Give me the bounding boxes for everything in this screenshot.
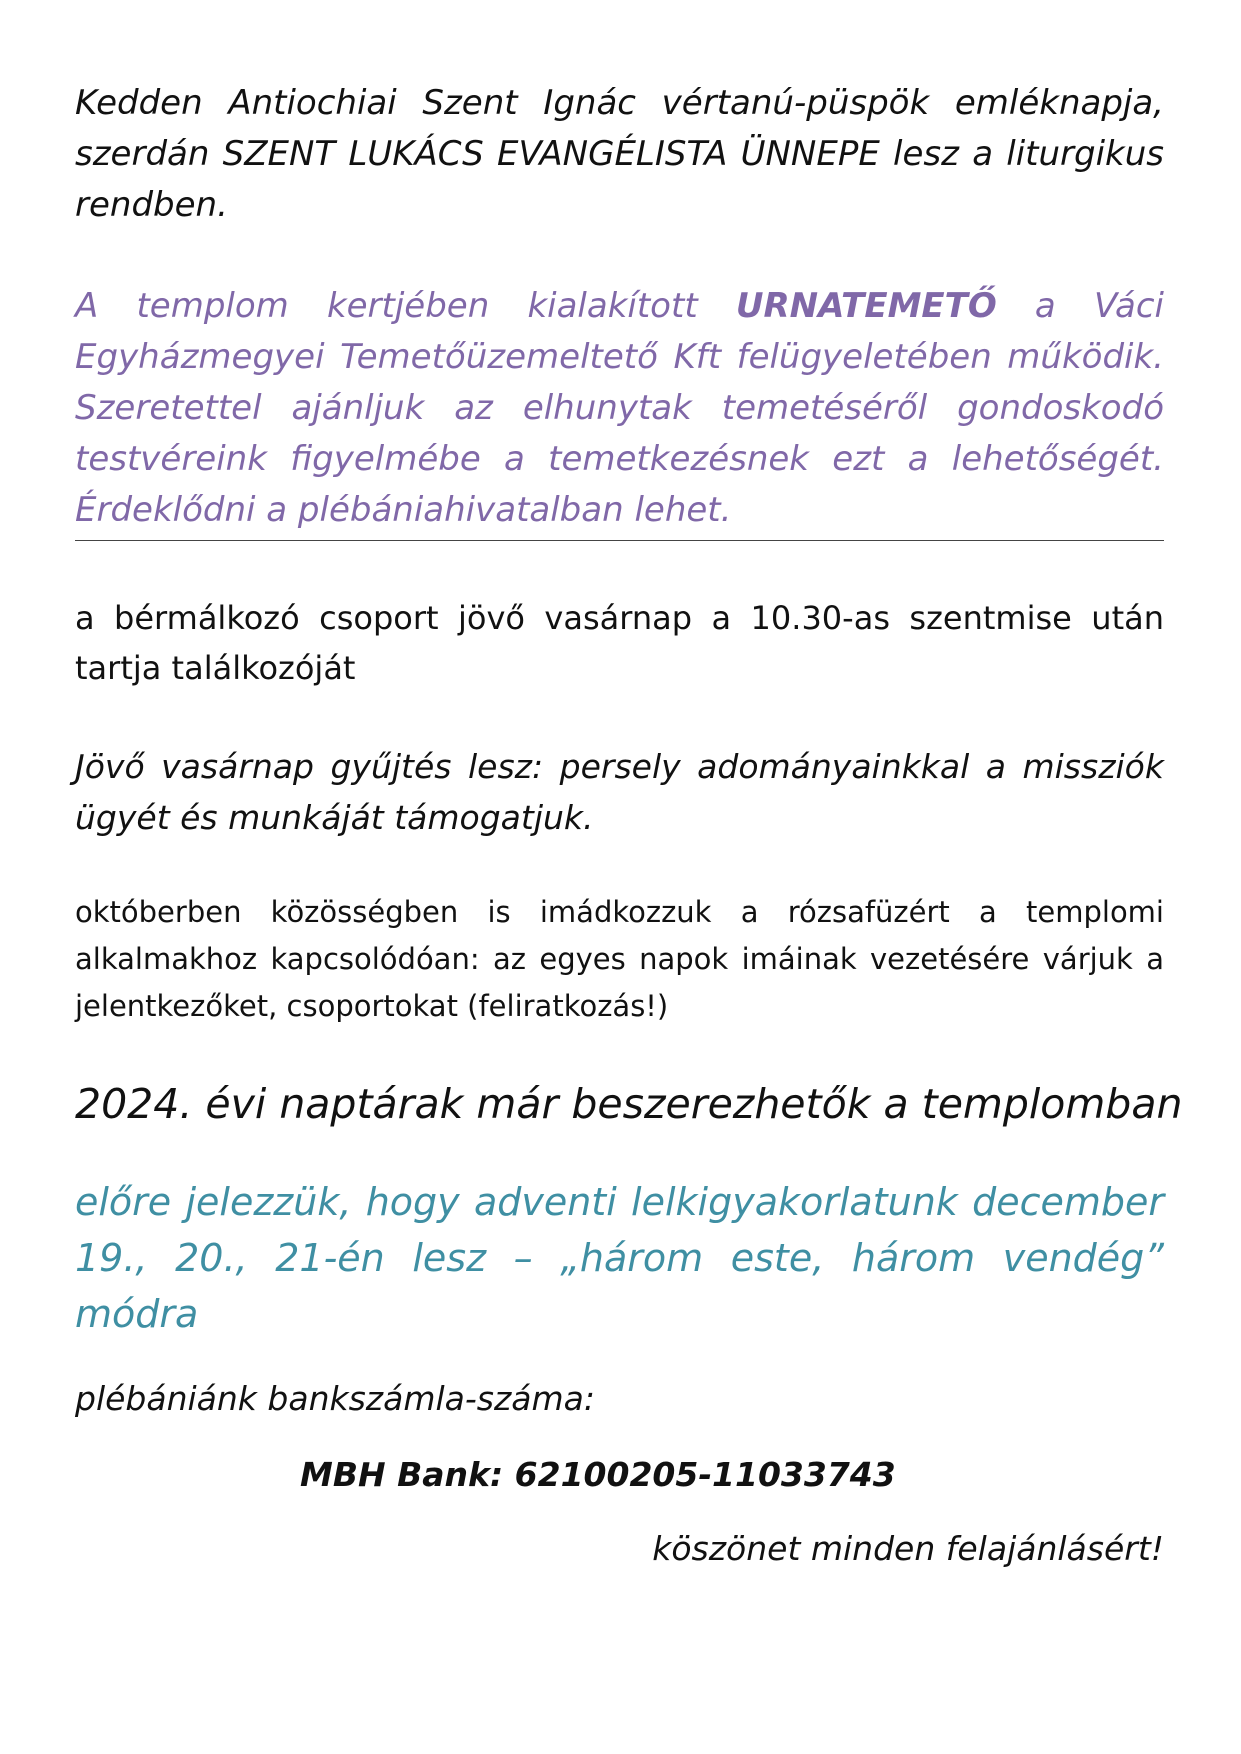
- feast-days-notice: Kedden Antiochiai Szent Ignác vértanú-püspök emléknapja, szerdán SZENT LUKÁCS EVANGÉLISTA ÜNNEPE lesz a liturgikus rendben.: [75, 83, 1164, 225]
- bank-account-label: plébániánk bankszámla-száma:: [75, 1379, 596, 1418]
- rosary-notice: októberben közösségben is imádkozzuk a rózsafüzért a templomi alkalmakhoz kapcsolódóan: az egyes napok imáinak vezetésére várjuk a jelentkezőket, csoportokat (feliratkozás!): [75, 895, 1164, 1023]
- confirmation-group-notice: a bérmálkozó csoport jövő vasárnap a 10.30-as szentmise után tartja találkozóját: [75, 599, 1164, 687]
- section-divider: [75, 540, 1164, 541]
- urn-cemetery-highlight: URNATEMETŐ: [735, 286, 997, 326]
- announcements-page: [75, 78, 1183, 1574]
- collection-notice: Jövő vasárnap gyűjtés lesz: persely adományainkkal a missziók ügyét és munkáját támogatjuk.: [75, 747, 1164, 837]
- advent-retreat-notice: előre jelezzük, hogy adventi lelkigyakorlatunk december 19., 20., 21-én lesz – „három este, három vendég” módra: [75, 1180, 1164, 1336]
- urn-cemetery-notice: [75, 281, 1164, 536]
- thanks-note: köszönet minden felajánlásért!: [652, 1529, 1164, 1568]
- urn-cemetery-intro: A templom kertjében kialakított: [75, 286, 736, 326]
- urn-cemetery-rest: a Váci Egyházmegyei Temetőüzemeltető Kft felügyeletében működik. Szeretettel ajánljuk az elhunytak temetéséről gondoskodó testvéreink figyelmébe a temetkezésnek ezt a lehetőségét. Érdeklődni a plébániahivatalban lehet.: [75, 286, 1164, 530]
- calendars-notice: 2024. évi naptárak már beszerezhetők a templomban: [75, 1080, 1183, 1128]
- bank-account-number: MBH Bank: 62100205-11033743: [300, 1455, 896, 1494]
